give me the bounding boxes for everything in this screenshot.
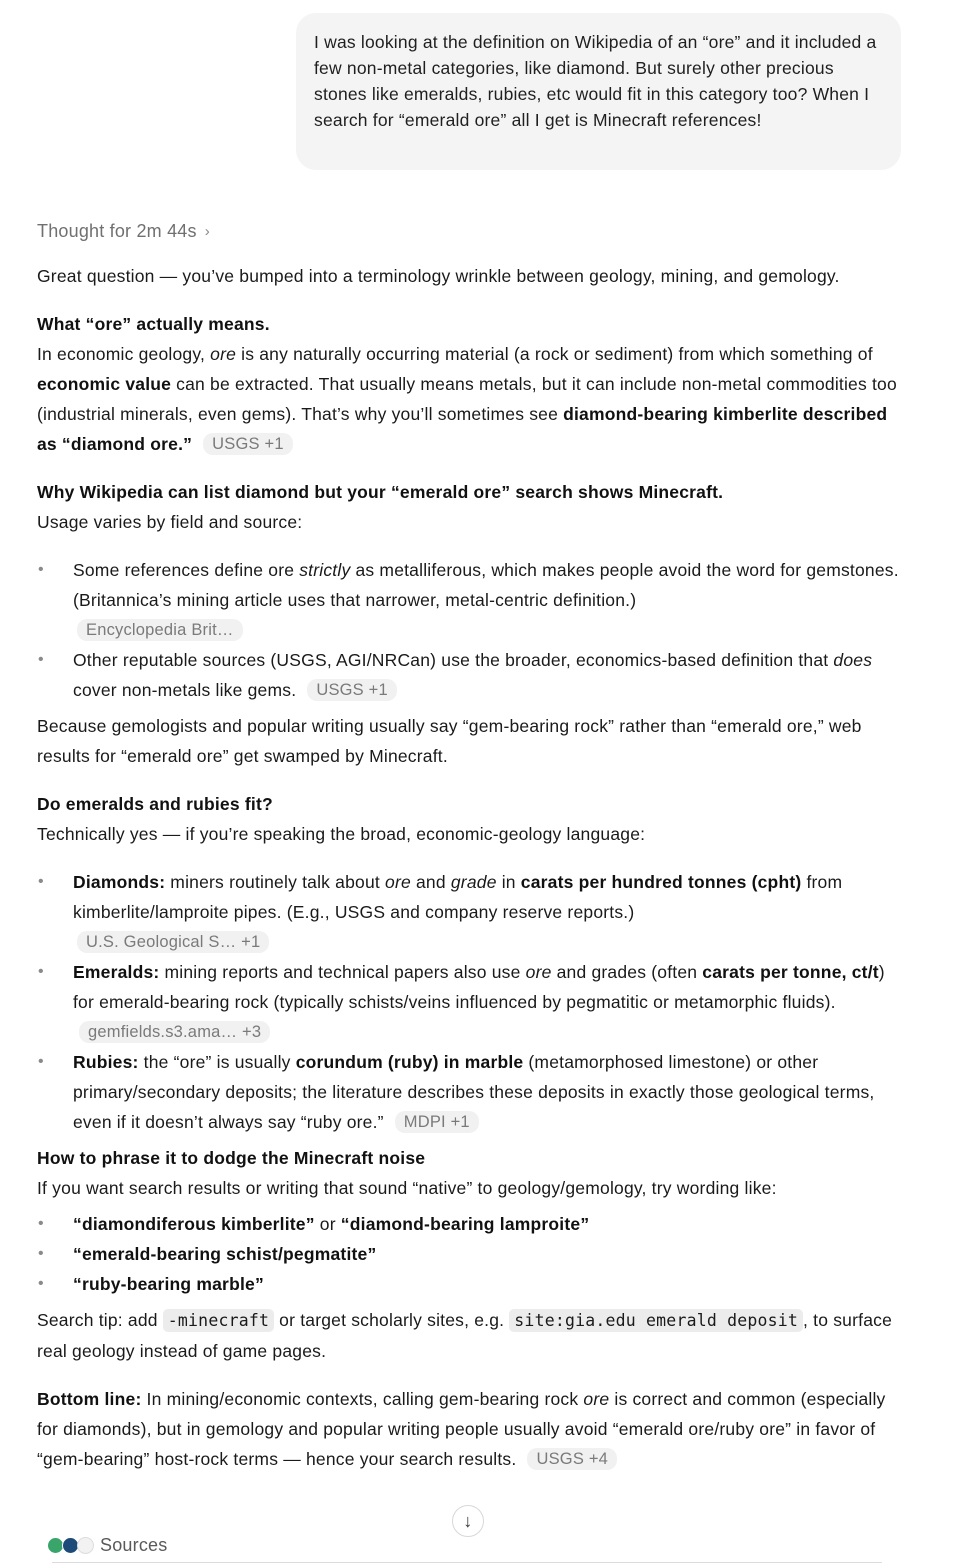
- sources-button[interactable]: [47, 1535, 167, 1556]
- sources-label: Sources: [100, 1535, 168, 1555]
- source-favicon-icon: [77, 1537, 94, 1554]
- section-heading: Do emeralds and rubies fit?: [37, 794, 273, 814]
- list-item: • Some references define ore strictly as metalliferous, which makes people avoid the word for gemstones. (Britannica’s mining article uses that narrower, metal-centric definition.) Encyclopedia Brit…: [37, 555, 902, 645]
- chevron-right-icon: ›: [204, 223, 210, 240]
- bullet-list: [37, 1209, 902, 1299]
- citation-chip[interactable]: Encyclopedia Brit…: [77, 619, 243, 641]
- thought-label: Thought for 2m 44s: [37, 221, 197, 241]
- section-heading: What “ore” actually means.: [37, 314, 270, 334]
- paragraph: Because gemologists and popular writing usually say “gem-bearing rock” rather than “emerald ore,” web results for “emerald ore” get swamped by Minecraft.: [37, 716, 862, 766]
- section-heading: How to phrase it to dodge the Minecraft noise: [37, 1148, 426, 1168]
- inline-code: -minecraft: [163, 1309, 274, 1332]
- citation-chip[interactable]: MDPI +1: [395, 1111, 479, 1133]
- citation-chip[interactable]: USGS +1: [307, 679, 397, 701]
- sources-panel-edge: [52, 1562, 882, 1563]
- list-item: • Diamonds: miners routinely talk about ore and grade in carats per hundred tonnes (cpht) from kimberlite/lamproite pipes. (E.g., USGS and company reserve reports.) U.S. Geological S… +1: [37, 867, 902, 957]
- scroll-to-bottom-button[interactable]: [452, 1505, 484, 1537]
- list-item: • Emeralds: mining reports and technical papers also use ore and grades (often carats per tonne, ct/t) for emerald-bearing rock (typically schists/veins influenced by pegmatitic or metamorphic fluids). gemfields.s3.ama… +3: [37, 957, 902, 1047]
- search-tip-paragraph: Search tip: add -minecraft or target scholarly sites, e.g. site:gia.edu emerald deposit , to surface real geology instead of game pages.: [37, 1310, 893, 1361]
- user-message-bubble: [296, 13, 901, 170]
- section-heading: Why Wikipedia can list diamond but your “emerald ore” search shows Minecraft.: [37, 482, 724, 502]
- inline-code: site:gia.edu emerald deposit: [509, 1309, 803, 1332]
- bullet-list: [37, 555, 902, 705]
- paragraph: If you want search results or writing that sound “native” to geology/gemology, try wording like:: [37, 1178, 777, 1198]
- intro-paragraph: Great question — you’ve bumped into a terminology wrinkle between geology, mining, and gemology.: [37, 266, 840, 286]
- paragraph: Technically yes — if you’re speaking the broad, economic-geology language:: [37, 824, 646, 844]
- thought-toggle[interactable]: [37, 221, 210, 242]
- bullet-list: [37, 867, 902, 1137]
- citation-chip[interactable]: U.S. Geological S… +1: [77, 931, 269, 953]
- list-item: • “emerald-bearing schist/pegmatite”: [37, 1239, 902, 1269]
- list-item: • “diamondiferous kimberlite” or “diamond-bearing lamproite”: [37, 1209, 902, 1239]
- list-item: • Other reputable sources (USGS, AGI/NRCan) use the broader, economics-based definition that does cover non-metals like gems. USGS +1: [37, 645, 902, 705]
- list-item: • Rubies: the “ore” is usually corundum (ruby) in marble (metamorphosed limestone) or other primary/secondary deposits; the literature describes these deposits in exactly those geological terms, even if it doesn’t always say “ruby ore.” MDPI +1: [37, 1047, 902, 1137]
- citation-chip[interactable]: USGS +1: [203, 433, 293, 455]
- citation-chip[interactable]: gemfields.s3.ama… +3: [79, 1021, 270, 1043]
- paragraph: In economic geology, ore is any naturally occurring material (a rock or sediment) from which something of economic value can be extracted. That usually means metals, but it can include non-metal commodities too (industrial minerals, even gems). That’s why you’ll sometimes see diamond-bearing kimberlite described as “diamond ore.” USGS +1: [37, 344, 897, 454]
- citation-chip[interactable]: USGS +4: [527, 1448, 617, 1470]
- assistant-answer: [37, 261, 902, 1474]
- paragraph: Usage varies by field and source:: [37, 512, 303, 532]
- user-message-text: I was looking at the definition on Wikipedia of an “ore” and it included a few non-metal categories, like diamond. But surely other precious stones like emeralds, rubies, etc would fit in this category too? When I search for “emerald ore” all I get is Minecraft references!: [314, 32, 877, 130]
- bottom-line-paragraph: Bottom line: In mining/economic contexts, calling gem-bearing rock ore is correct and common (especially for diamonds), but in gemology and popular writing people usually avoid “emerald ore/ruby ore” in favor of “gem-bearing” host-rock terms — hence your search results. USGS +4: [37, 1389, 886, 1469]
- arrow-down-icon: ↓: [463, 1510, 473, 1531]
- source-favicons: [47, 1537, 92, 1554]
- list-item: • “ruby-bearing marble”: [37, 1269, 902, 1299]
